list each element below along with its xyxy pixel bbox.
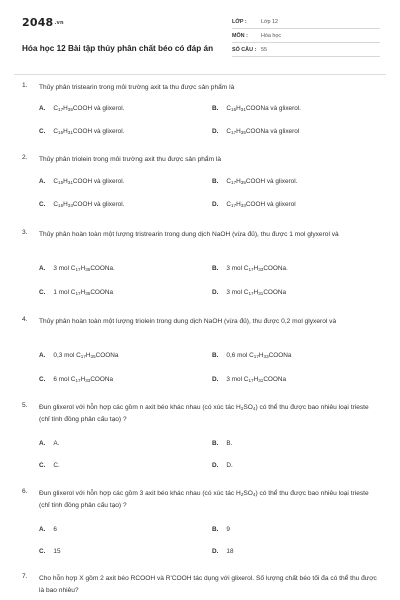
option-b[interactable]: B. $C_{17}H_{35}COOH$ và glixerol. xyxy=(212,178,298,185)
meta-row-count xyxy=(232,44,380,57)
meta-key: MÔN : xyxy=(232,33,248,39)
question-number: 4. xyxy=(22,316,28,323)
option-c[interactable]: C. 1 mol $C_{17}H_{35}COONa$ xyxy=(39,289,114,296)
meta-key: SỐ CÂU : xyxy=(232,47,257,53)
option-b[interactable]: B. 3 mol $C_{17}H_{33}COONa$. xyxy=(212,265,288,272)
meta-row-class xyxy=(232,16,380,29)
header-divider xyxy=(14,74,386,75)
question-number: 3. xyxy=(22,229,28,236)
question-text: Đun glixerol với hỗn hợp các gồm n axit béo khác nhau (có xúc tác $H_2SO_4$) có thể thu được bao nhiêu loại trieste (chỉ tính đồng phân cấu tạo) ? xyxy=(39,404,369,423)
site-logo[interactable] xyxy=(22,16,64,29)
option-d[interactable]: D. $C_{17}H_{35}COONa$ và glixerol xyxy=(212,128,300,135)
meta-value: Lớp 12 xyxy=(261,19,279,25)
question-text: Thủy phân tristearin trong môi trường axit ta thu được sản phẩm là xyxy=(39,84,235,91)
option-c[interactable]: C. $C_{15}H_{31}COOH$ và glixerol. xyxy=(39,128,125,135)
question-text: Cho hỗn hợp X gồm 2 axit béo RCOOH và R'COOH tác dụng với glixerol. Số lượng chất béo tối đa có thể thu được là bao nhiêu? xyxy=(39,575,377,594)
option-a[interactable]: A. $C_{17}H_{35}COOH$ và glixerol. xyxy=(39,105,125,112)
option-b[interactable]: B. 9 xyxy=(212,526,230,533)
option-a[interactable]: A. A. xyxy=(39,440,60,447)
meta-value: Hóa học xyxy=(261,33,282,39)
question-text: Đun glixerol với hỗn hợp các gồm 3 axit béo khác nhau (có xúc tác $H_2SO_4$) có thể thu được bao nhiêu loại trieste (chỉ tính đồng phân cấu tạo) ? xyxy=(39,490,369,509)
question-number: 2. xyxy=(22,154,28,161)
meta-row-subject xyxy=(232,30,380,43)
meta-key: LỚP : xyxy=(232,19,247,25)
option-a[interactable]: A. 0,3 mol $C_{17}H_{35}COONa$ xyxy=(39,352,119,359)
option-a[interactable]: A. $C_{15}H_{31}COOH$ và glixerol. xyxy=(39,178,125,185)
option-b[interactable]: B. B. xyxy=(212,440,233,447)
question-number: 6. xyxy=(22,488,28,495)
question-number: 5. xyxy=(22,402,28,409)
meta-value: 55 xyxy=(261,47,267,53)
option-c[interactable]: C. 15 xyxy=(39,548,61,555)
option-c[interactable]: C. C. xyxy=(39,462,60,469)
option-a[interactable]: A. 3 mol $C_{17}H_{35}COONa$. xyxy=(39,265,115,272)
option-d[interactable]: D. 3 mol $C_{17}H_{31}COONa$ xyxy=(212,289,287,296)
option-d[interactable]: D. 3 mol $C_{17}H_{31}COONa$ xyxy=(212,376,287,383)
question-text: Thủy phân hoàn toàn một lượng triolein trong dung dịch NaOH (vừa đủ), thu được 0,2 mol glyxerol và xyxy=(39,318,337,325)
option-d[interactable]: D. $C_{17}H_{33}COOH$ và glixerol xyxy=(212,201,296,208)
logo-suffix: .vn xyxy=(54,20,64,26)
option-c[interactable]: C. 6 mol $C_{17}H_{33}COONa$ xyxy=(39,376,114,383)
option-d[interactable]: D. 18 xyxy=(212,548,234,555)
option-c[interactable]: C. $C_{15}H_{33}COOH$ và glixerol. xyxy=(39,201,125,208)
question-text: Thủy phân triolein trong môi trường axit thu được sản phẩm là xyxy=(39,156,222,163)
option-a[interactable]: A. 6 xyxy=(39,526,57,533)
question-text: Thủy phân hoàn toàn một lượng tristrearin trong dung dịch NaOH (vừa đủ), thu được 1 mol glyxerol và xyxy=(39,231,339,238)
logo-text: 2048 xyxy=(22,16,54,29)
option-b[interactable]: B. 0,6 mol $C_{17}H_{33}COONa$ xyxy=(212,352,292,359)
question-number: 7. xyxy=(22,573,28,580)
option-d[interactable]: D. D. xyxy=(212,462,233,469)
option-b[interactable]: B. $C_{15}H_{31}COONa$ và glixerol. xyxy=(212,105,301,112)
document-title: Hóa học 12 Bài tập thủy phân chất béo có đáp án xyxy=(22,44,214,53)
question-number: 1. xyxy=(22,82,28,89)
